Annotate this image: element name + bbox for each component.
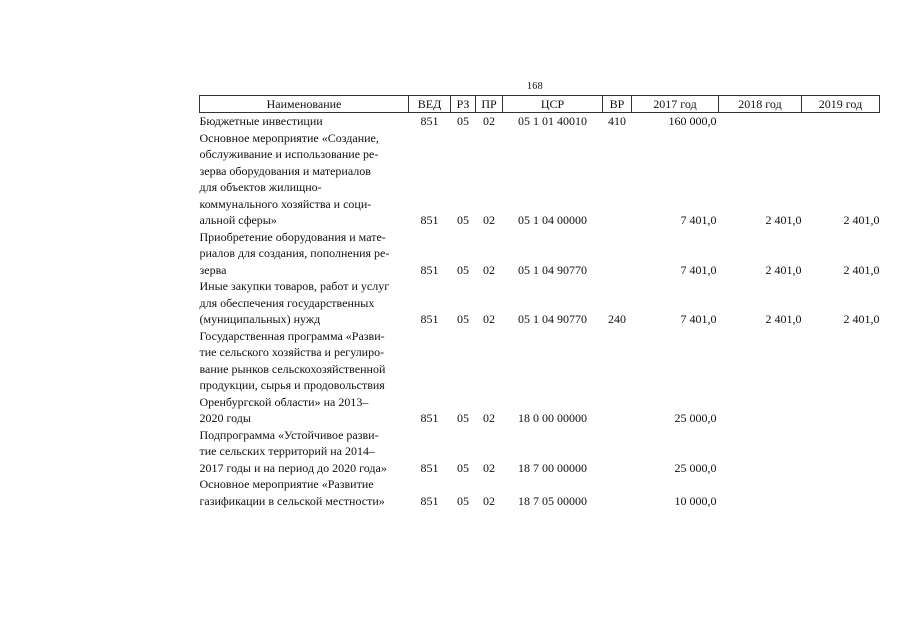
cell-rz: 05	[457, 213, 469, 227]
cell-ved: 851	[420, 460, 439, 475]
row-name-line: для обеспечения государственных	[199, 295, 375, 310]
row-name-line: риалов для создания, пополнения ре-	[199, 246, 390, 260]
row-name-line: для объектов жилищно-	[199, 180, 322, 194]
row-name-line: Бюджетные инвестиции	[199, 114, 323, 128]
page-number: 168	[527, 81, 543, 92]
cell-ved: 851	[420, 262, 439, 277]
row-name-line: вание рынков сельскохозяйственной	[199, 361, 386, 376]
cell-y2019: 2 401,0	[843, 312, 880, 326]
cell-pr: 02	[483, 493, 495, 508]
row-name-line: 2017 годы и на период до 2020 года»	[199, 460, 387, 475]
cell-y2019	[802, 328, 880, 427]
row-name	[200, 229, 409, 279]
table-row	[200, 278, 880, 328]
cell-csr: 18 0 00 00000	[518, 411, 587, 425]
cell-vr	[603, 229, 632, 279]
cell-csr: 05 1 01 40010	[518, 114, 587, 128]
cell-y2018	[719, 427, 802, 477]
cell-vr: 410	[608, 114, 626, 128]
row-name-line: продукции, сырья и продовольствия	[199, 378, 385, 392]
budget-table	[199, 95, 880, 509]
cell-pr: 02	[483, 213, 495, 227]
cell-rz: 05	[457, 312, 469, 326]
header-pr: ПР	[476, 96, 503, 113]
cell-vr	[603, 476, 632, 509]
cell-ved: 851	[420, 114, 439, 128]
cell-ved: 851	[420, 213, 439, 227]
row-name-line: Оренбургской области» на 2013–	[199, 394, 369, 409]
cell-pr: 02	[483, 460, 495, 475]
cell-y2017: 25 000,0	[674, 411, 717, 425]
cell-y2018	[719, 328, 802, 427]
cell-vr	[603, 328, 632, 427]
cell-csr: 18 7 00 00000	[518, 460, 587, 475]
row-name-line: Подпрограмма «Устойчивое разви-	[199, 427, 379, 442]
cell-csr: 05 1 04 90770	[518, 262, 587, 277]
cell-y2019	[802, 476, 880, 509]
cell-csr: 18 7 05 00000	[518, 493, 587, 508]
cell-y2018	[719, 113, 802, 130]
table-row	[200, 229, 880, 279]
row-name-line: Приобретение оборудования и мате-	[199, 229, 386, 244]
cell-y2018: 2 401,0	[765, 312, 802, 326]
table-row	[200, 130, 880, 229]
cell-y2017: 10 000,0	[674, 493, 717, 508]
cell-y2019: 2 401,0	[843, 213, 880, 227]
row-name-line: зерва оборудования и материалов	[199, 163, 371, 178]
cell-pr: 02	[483, 114, 495, 128]
cell-y2017: 7 401,0	[680, 312, 717, 326]
cell-y2018	[719, 476, 802, 509]
cell-rz: 05	[457, 262, 469, 277]
cell-vr	[603, 427, 632, 477]
header-vr: ВР	[603, 96, 632, 113]
row-name-line: Основное мероприятие «Создание,	[199, 130, 379, 145]
cell-y2019: 2 401,0	[843, 262, 880, 277]
cell-vr: 240	[608, 312, 626, 326]
row-name	[200, 476, 409, 509]
cell-y2017: 160 000,0	[668, 114, 717, 128]
header-rz: РЗ	[451, 96, 476, 113]
header-csr: ЦСР	[503, 96, 603, 113]
cell-ved: 851	[420, 411, 439, 425]
cell-rz: 05	[457, 493, 469, 508]
table-header-row	[200, 96, 880, 113]
table-body	[200, 113, 880, 510]
row-name-line: зерва	[199, 262, 227, 277]
cell-rz: 05	[457, 411, 469, 425]
cell-rz: 05	[457, 460, 469, 475]
row-name-line: тие сельских территорий на 2014–	[199, 444, 375, 458]
row-name-line: (муниципальных) нужд	[199, 312, 321, 326]
header-2018: 2018 год	[719, 96, 802, 113]
header-ved: ВЕД	[409, 96, 451, 113]
row-name-line: альной сферы»	[199, 213, 277, 227]
header-2017: 2017 год	[632, 96, 719, 113]
header-name: Наименование	[200, 96, 409, 113]
cell-csr: 05 1 04 90770	[518, 312, 587, 326]
cell-y2017: 7 401,0	[680, 213, 717, 227]
cell-pr: 02	[483, 262, 495, 277]
row-name-line: Основное мероприятие «Развитие	[199, 477, 374, 491]
row-name	[200, 427, 409, 477]
cell-pr: 02	[483, 312, 495, 326]
cell-rz: 05	[457, 114, 469, 128]
table-row	[200, 113, 880, 130]
cell-pr: 02	[483, 411, 495, 425]
cell-y2019	[802, 113, 880, 130]
table-row	[200, 328, 880, 427]
row-name	[200, 130, 409, 229]
cell-ved: 851	[420, 493, 439, 508]
cell-y2019	[802, 427, 880, 477]
row-name-line: тие сельского хозяйства и регулиро-	[199, 345, 385, 359]
cell-y2018: 2 401,0	[765, 262, 802, 277]
header-2019: 2019 год	[802, 96, 880, 113]
cell-ved: 851	[420, 312, 439, 326]
cell-y2017: 7 401,0	[680, 262, 717, 277]
row-name-line: газификации в сельской местности»	[199, 493, 385, 508]
row-name-line: 2020 годы	[199, 411, 251, 425]
table-row	[200, 476, 880, 509]
table-row	[200, 427, 880, 477]
cell-y2018: 2 401,0	[765, 213, 802, 227]
cell-vr	[603, 130, 632, 229]
row-name	[200, 113, 409, 130]
row-name-line: обслуживание и использование ре-	[199, 147, 379, 161]
row-name-line: Иные закупки товаров, работ и услуг	[199, 279, 390, 293]
row-name	[200, 278, 409, 328]
row-name-line: Государственная программа «Разви-	[199, 328, 385, 343]
cell-csr: 05 1 04 00000	[518, 213, 587, 227]
cell-y2017: 25 000,0	[674, 460, 717, 475]
row-name-line: коммунального хозяйства и соци-	[199, 196, 372, 211]
row-name	[200, 328, 409, 427]
